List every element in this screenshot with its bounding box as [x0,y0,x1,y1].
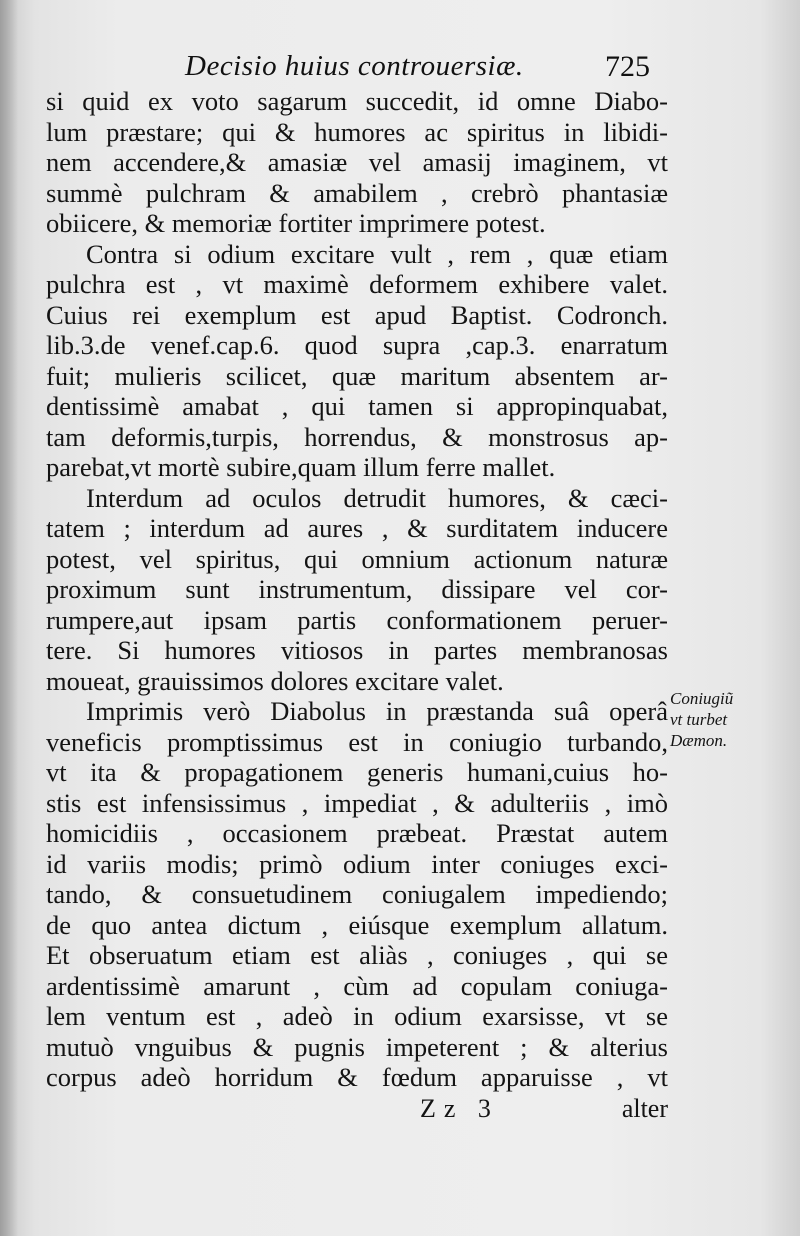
text-line: id variis modis; primò odium inter coniuges exci- [46,848,668,879]
page-number: 725 [605,50,650,83]
text-line: ardentissimè amarunt , cùm ad copulam coniuga- [46,970,668,1001]
body-text [46,86,668,1093]
gutter-shadow [0,0,18,1236]
margin-note-line: Coniugiũ [670,689,734,708]
text-line: homicidiis , occasionem præbeat. Præstat autem [46,818,668,848]
signature-mark: Zz 3 [420,1094,499,1123]
text-line: si quid ex voto sagarum succedit, id omne Diabo- [46,86,668,116]
text-line: dentissimè amabat , qui tamen si appropinquabat, [46,391,668,421]
text-line: fuit; mulieris scilicet, quæ maritum absentem ar- [46,360,668,391]
running-head: Decisio huius controuersiæ. [185,50,524,82]
text-line: tam deformis,turpis, horrendus, & monstrosus ap- [46,421,668,452]
text-line: Contra si odium excitare vult , rem , quæ etiam [86,238,668,269]
text-line: tando, & consuetudinem coniugalem impediendo; [46,879,668,909]
text-line: parebat,vt mortè subire,quam illum ferre mallet. [46,452,556,482]
text-line: Cuius rei exemplum est apud Baptist. Codronch. [46,299,668,330]
text-line: Interdum ad oculos detrudit humores, & cæci- [86,482,668,513]
text-line: nem accendere,& amasiæ vel amasij imaginem, vt [46,147,668,177]
text-line: corpus adeò horridum & fœdum apparuisse , vt [46,1062,668,1092]
text-line: lem ventum est , adeò in odium exarsisse, vt se [46,1001,668,1031]
margin-note [670,688,790,751]
text-line: Imprimis verò Diabolus in præstanda suâ operâ [86,696,668,726]
text-line: tatem ; interdum ad aures , & surditatem inducere [46,513,668,543]
text-line: stis est infensissimus , impediat , & adulteriis , imò [46,787,668,818]
text-line: veneficis promptissimus est in coniugio turbando, [46,726,668,757]
text-line: summè pulchram & amabilem , crebrò phantasiæ [46,177,668,208]
text-line: mutuò vnguibus & pugnis impeterent ; & alterius [46,1031,668,1062]
text-line: obiicere, & memoriæ fortiter imprimere potest. [46,208,546,238]
text-line: lum præstare; qui & humores ac spiritus in libidi- [46,116,668,147]
text-line: de quo antea dictum , eiúsque exemplum allatum. [46,909,668,940]
text-line: potest, vel spiritus, qui omnium actionum naturæ [46,543,668,574]
text-line: rumpere,aut ipsam partis conformationem peruer- [46,604,668,635]
text-line: pulchra est , vt maximè deformem exhibere valet. [46,269,668,299]
text-line: vt ita & propagationem generis humani,cuius ho- [46,757,668,787]
text-line: moueat, grauissimos dolores excitare valet. [46,665,504,696]
text-line: tere. Si humores vitiosos in partes membranosas [46,635,668,665]
text-line: lib.3.de venef.cap.6. quod supra ,cap.3. enarratum [46,330,668,360]
margin-note-line: Dæmon. [670,731,728,750]
catchword: alter [621,1094,668,1123]
margin-note-line: vt turbet [670,710,728,729]
text-line: proximum sunt instrumentum, dissipare vel cor- [46,574,668,604]
text-line: Et obseruatum etiam est aliàs , coniuges , qui se [46,940,668,970]
